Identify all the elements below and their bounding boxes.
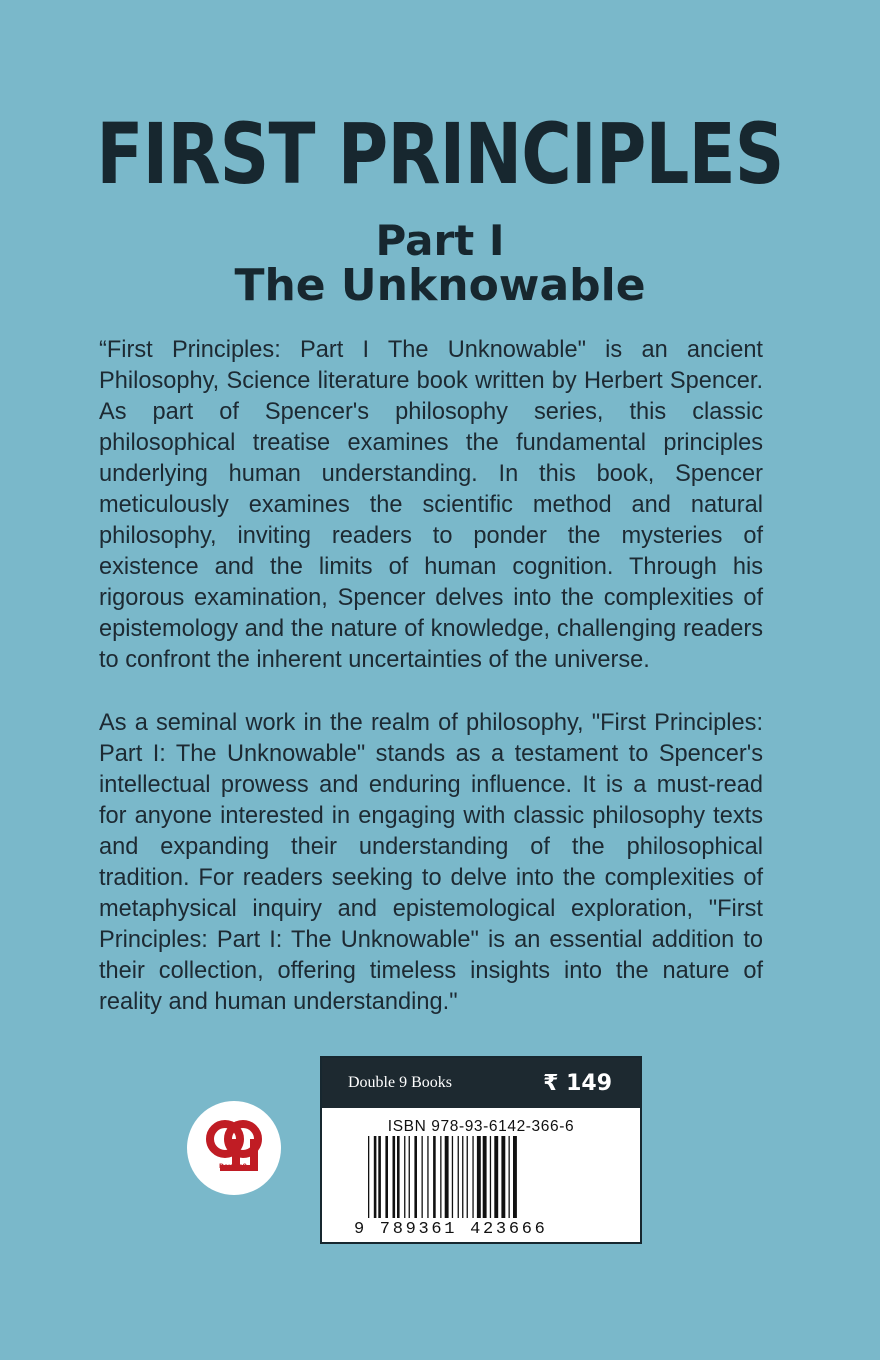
barcode-bar [445,1136,449,1218]
description-paragraph-2: As a seminal work in the realm of philosophy, "First Principles: Part I: The Unknowable" stands as a testament to Spencer's intellectual prowess and enduring influence. It is a must-read for anyone interested in engaging with classic philosophy texts and expanding their understanding of the philosophical tradition. For readers seeking to delve into the complexities of metaphysical inquiry and epistemological exploration, "First Principles: Part I: The Unknowable" is an essential addition to their collection, offering timeless insights into the nature of reality and human understanding." [99,710,763,1015]
barcode-bar [462,1136,463,1218]
book-subtitle: The Unknowable [234,260,646,311]
barcode-bar [397,1136,400,1218]
book-part: Part I [375,216,505,265]
barcode-bar [368,1136,369,1218]
barcode-bar [427,1136,428,1218]
barcode-bar [467,1136,468,1218]
double-nine-logo-icon [187,1101,281,1195]
barcode-bar [494,1136,498,1218]
barcode-bar [409,1136,410,1218]
barcode-bar [374,1136,377,1218]
barcode-bar [501,1136,505,1218]
barcode-bar [509,1136,510,1218]
logo-brand-text: Double9 [219,1163,247,1170]
barcode-bar [458,1136,459,1218]
publisher-name: Double 9 Books [348,1074,452,1091]
barcode-digits-band [354,1218,616,1242]
barcode-bar [393,1136,396,1218]
barcode-bar [378,1136,381,1218]
barcode-bar [513,1136,517,1218]
price-label: ₹ 149 [543,1070,612,1096]
barcode-bar [440,1136,441,1218]
barcode-bar [452,1136,453,1218]
barcode-digits: 9 789361 423666 [354,1220,548,1239]
barcode-bar [477,1136,481,1218]
barcode-bar [422,1136,423,1218]
barcode-bar [490,1136,491,1218]
description-paragraph-1: “First Principles: Part I The Unknowable" is an ancient Philosophy, Science literature book written by Herbert Spencer. As part of Spencer's philosophy series, this classic philosophical treatise examines the fundamental principles underlying human understanding. In this book, Spencer meticulously examines the scientific method and natural philosophy, inviting readers to ponder the mysteries of existence and the limits of human cognition. Through his rigorous examination, Spencer delves into the complexities of epistemology and the nature of knowledge, challenging readers to confront the inherent uncertainties of the universe. [99,337,763,673]
barcode-header [322,1058,640,1108]
barcode-bar [385,1136,388,1218]
barcode-box [320,1056,642,1244]
isbn-label: ISBN 978-93-6142-366-6 [387,1118,575,1135]
publisher-logo [187,1101,281,1195]
barcode-bar [483,1136,487,1218]
barcode-bar [404,1136,405,1218]
barcode-bar [433,1136,436,1218]
barcode-bar [472,1136,473,1218]
book-title: FIRST PRINCIPLES [96,105,784,203]
barcode-bar [414,1136,417,1218]
